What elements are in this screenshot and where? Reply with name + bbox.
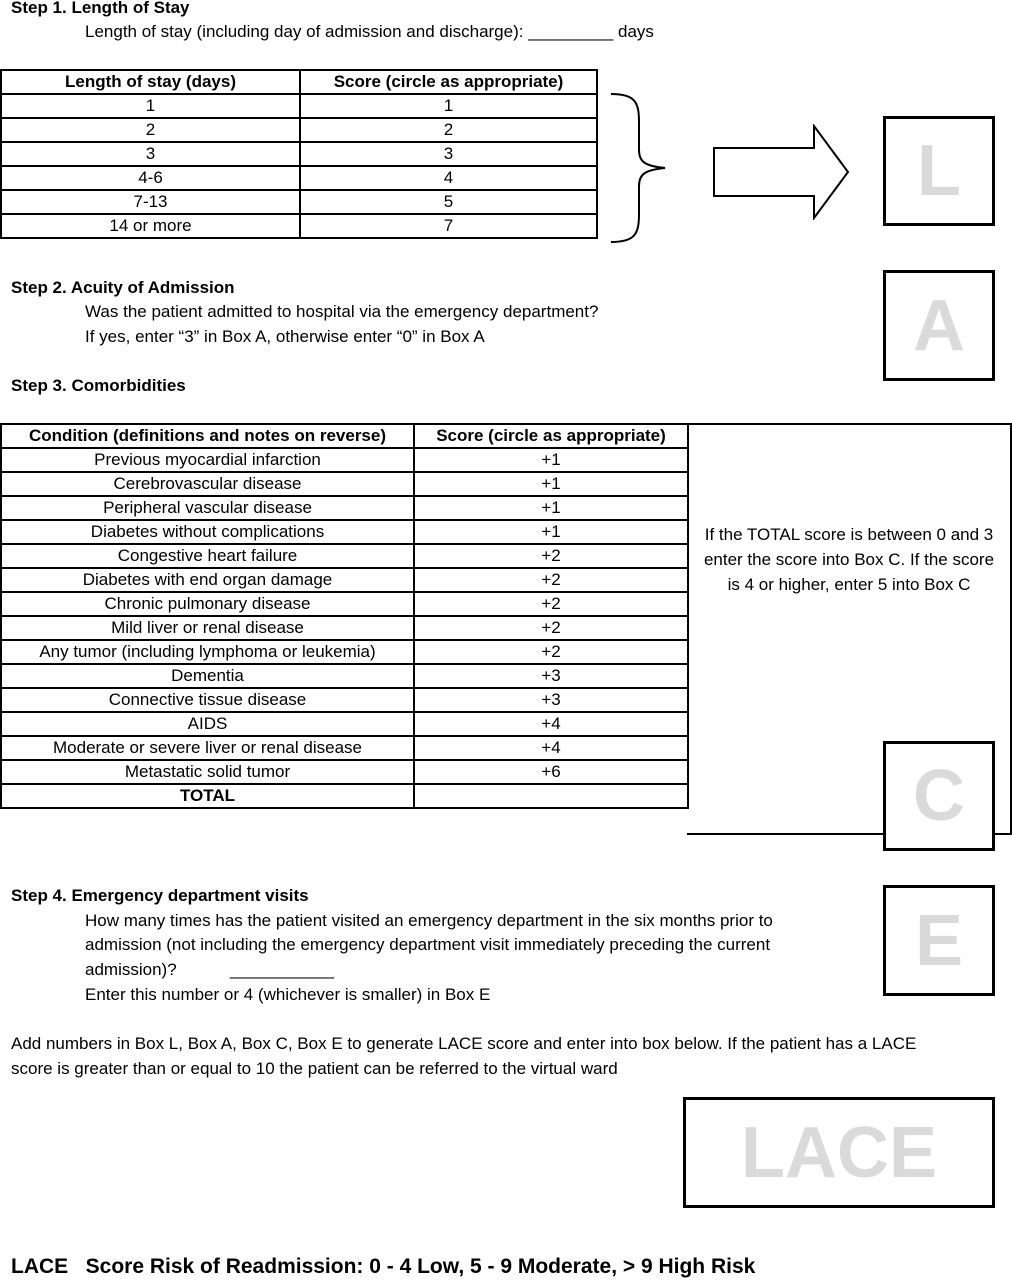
column-header: Score (circle as appropriate): [414, 424, 688, 448]
row-score[interactable]: +4: [414, 736, 688, 760]
table-row: [1, 760, 688, 784]
table-row: [1, 166, 597, 190]
ed-visits-blank[interactable]: ___________: [230, 960, 335, 979]
step2-instruction: If yes, enter “3” in Box A, otherwise enter “0” in Box A: [85, 327, 485, 346]
step4-instruction: Enter this number or 4 (whichever is smaller) in Box E: [85, 985, 491, 1004]
table-header-row: [1, 70, 597, 94]
row-score[interactable]: +1: [414, 448, 688, 472]
row-label: Mild liver or renal disease: [1, 616, 414, 640]
box-lace[interactable]: LACE: [683, 1097, 995, 1208]
table-row: [1, 736, 688, 760]
row-label: Connective tissue disease: [1, 688, 414, 712]
table-header-row: [1, 424, 688, 448]
row-score[interactable]: +6: [414, 760, 688, 784]
row-label: 1: [1, 94, 300, 118]
row-score[interactable]: +4: [414, 712, 688, 736]
row-score[interactable]: 1: [300, 94, 597, 118]
step4-title: Step 4. Emergency department visits: [11, 886, 309, 905]
table-row: [1, 544, 688, 568]
row-score[interactable]: +1: [414, 496, 688, 520]
arrow-right-icon: [712, 124, 852, 220]
summary-line1: Add numbers in Box L, Box A, Box C, Box E to generate LACE score and enter into box below. If the patient has a LACE: [11, 1034, 917, 1053]
row-label: 14 or more: [1, 214, 300, 238]
step4-question-line2: admission (not including the emergency department visit immediately preceding the current: [85, 935, 771, 954]
comorbidities-table: [0, 423, 689, 809]
row-score[interactable]: 2: [300, 118, 597, 142]
table-row: [1, 496, 688, 520]
box-l[interactable]: L: [883, 116, 995, 226]
row-label: Moderate or severe liver or renal disease: [1, 736, 414, 760]
step1-title: Step 1. Length of Stay: [11, 0, 190, 17]
box-c[interactable]: C: [883, 741, 995, 851]
summary-line2: score is greater than or equal to 10 the patient can be referred to the virtual ward: [11, 1059, 618, 1078]
column-header: Score (circle as appropriate): [300, 70, 597, 94]
box-c-instruction: If the TOTAL score is between 0 and 3 enter the score into Box C. If the score is 4 or higher, enter 5 into Box C: [703, 525, 995, 594]
table-row: [1, 616, 688, 640]
step4-question-line3: admission)?: [85, 960, 177, 979]
row-label: 3: [1, 142, 300, 166]
row-score[interactable]: +2: [414, 640, 688, 664]
row-label: Chronic pulmonary disease: [1, 592, 414, 616]
table-row: [1, 688, 688, 712]
row-label: 4-6: [1, 166, 300, 190]
row-label: Diabetes without complications: [1, 520, 414, 544]
row-score[interactable]: +2: [414, 568, 688, 592]
row-score[interactable]: +3: [414, 688, 688, 712]
table-row: [1, 118, 597, 142]
row-label: Diabetes with end organ damage: [1, 568, 414, 592]
table-row: [1, 712, 688, 736]
row-score[interactable]: 3: [300, 142, 597, 166]
row-label: Metastatic solid tumor: [1, 760, 414, 784]
length-of-stay-table: [0, 69, 598, 239]
table-row: [1, 664, 688, 688]
table-row: [1, 568, 688, 592]
row-label: Any tumor (including lymphoma or leukemia): [1, 640, 414, 664]
step4-question-line1: How many times has the patient visited an emergency department in the six months prior to: [85, 911, 773, 930]
row-score[interactable]: 7: [300, 214, 597, 238]
step1-prompt: Length of stay (including day of admission and discharge): _________ days: [85, 22, 654, 41]
box-a[interactable]: A: [883, 270, 995, 381]
total-row: [1, 784, 688, 808]
table-row: [1, 448, 688, 472]
row-score[interactable]: +1: [414, 472, 688, 496]
column-header: Condition (definitions and notes on reverse): [1, 424, 414, 448]
row-score[interactable]: +3: [414, 664, 688, 688]
row-score[interactable]: 5: [300, 190, 597, 214]
row-score[interactable]: 4: [300, 166, 597, 190]
table-row: [1, 592, 688, 616]
table-row: [1, 190, 597, 214]
row-score[interactable]: +2: [414, 592, 688, 616]
row-score[interactable]: +2: [414, 544, 688, 568]
step2-question: Was the patient admitted to hospital via the emergency department?: [85, 302, 599, 321]
table-row: [1, 142, 597, 166]
row-label: Previous myocardial infarction: [1, 448, 414, 472]
row-label: Cerebrovascular disease: [1, 472, 414, 496]
row-label: Dementia: [1, 664, 414, 688]
row-label: Peripheral vascular disease: [1, 496, 414, 520]
column-header: Length of stay (days): [1, 70, 300, 94]
risk-legend: LACE Score Risk of Readmission: 0 - 4 Low, 5 - 9 Moderate, > 9 High Risk: [11, 1255, 756, 1278]
row-score[interactable]: +2: [414, 616, 688, 640]
total-label: TOTAL: [1, 784, 414, 808]
step2-title: Step 2. Acuity of Admission: [11, 278, 235, 297]
table-row: [1, 94, 597, 118]
total-score-cell[interactable]: [414, 784, 688, 808]
row-label: 2: [1, 118, 300, 142]
row-label: Congestive heart failure: [1, 544, 414, 568]
row-score[interactable]: +1: [414, 520, 688, 544]
step3-title: Step 3. Comorbidities: [11, 376, 186, 395]
box-e[interactable]: E: [883, 885, 995, 996]
brace-icon: [605, 92, 675, 244]
table-row: [1, 640, 688, 664]
row-label: 7-13: [1, 190, 300, 214]
table-row: [1, 214, 597, 238]
table-row: [1, 472, 688, 496]
table-row: [1, 520, 688, 544]
row-label: AIDS: [1, 712, 414, 736]
